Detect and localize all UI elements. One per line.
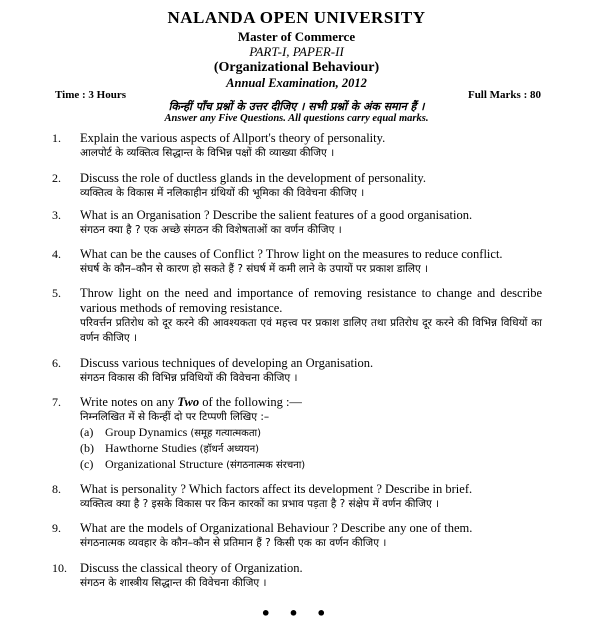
sub-question-text-hindi: (संगठनात्मक संरचना) (226, 460, 306, 471)
question-4 (52, 247, 542, 277)
sub-question-a (80, 425, 542, 441)
full-marks-label: Full Marks : 80 (467, 89, 541, 101)
sub-question-text-english: Group Dynamics (105, 425, 188, 439)
question-number: 5. (52, 286, 61, 300)
sub-question-label: (b) (80, 441, 94, 455)
question-10 (52, 561, 542, 591)
question-text-hindi: संघर्ष के कौन–कौन से कारण हो सकते हैं ? संघर्ष में कमी लाने के उपायों पर प्रकाश डालिए । (80, 263, 429, 275)
emphasis-word: Two (177, 395, 200, 409)
question-number: 4. (52, 247, 61, 261)
exam-title: Annual Examination, 2012 (226, 76, 367, 90)
end-marker: • • • (260, 604, 333, 623)
question-text-english: What can be the causes of Conflict ? Throw light on the measures to reduce conflict. (80, 247, 503, 261)
question-text-hindi: व्यक्तित्व क्या है ? इसके विकास पर किन कारकों का प्रभाव पड़ता है ? संक्षेप में वर्णन कीजिए । (80, 498, 440, 510)
question-text-hindi: निम्नलिखित में से किन्हीं दो पर टिप्पणी लिखिए :– (80, 411, 270, 423)
question-text-hindi: संगठन विकास की विभिन्न प्रविधियों की विवेचना कीजिए । (80, 372, 298, 384)
question-1 (52, 131, 542, 161)
question-6 (52, 356, 542, 386)
question-text-english: Discuss various techniques of developing an Organisation. (80, 356, 374, 370)
question-number: 6. (52, 356, 61, 370)
question-text-hindi: संगठन क्या है ? एक अच्छे संगठन की विशेषताओं का वर्णन कीजिए । (80, 224, 342, 236)
sub-question-text-hindi: (समूह गत्यात्मकता) (190, 428, 262, 439)
question-3 (52, 208, 542, 238)
course-name: Master of Commerce (237, 29, 356, 44)
sub-question-list (80, 425, 542, 473)
question-number: 2. (52, 171, 61, 185)
instruction-english: Answer any Five Questions. All questions carry equal marks. (164, 113, 429, 124)
question-number: 9. (52, 521, 61, 535)
question-number: 1. (52, 131, 61, 145)
question-text-part: of the following :— (199, 395, 302, 409)
sub-question-text-english: Hawthorne Studies (105, 441, 197, 455)
question-5 (52, 286, 542, 346)
subject-title: (Organizational Behaviour) (213, 60, 380, 75)
time-label: Time : 3 Hours (55, 89, 126, 101)
sub-question-label: (a) (80, 425, 94, 439)
question-2 (52, 171, 542, 201)
question-text-english: Throw light on the need and importance of removing resistance to change and describe various methods of removing resistance. (80, 286, 542, 315)
question-text-hindi: परिवर्त्तन प्रतिरोध को दूर करने की आवश्यकता एवं महत्त्व पर प्रकाश डालिए तथा प्रतिरोध दूर करने की विभिन्न विधियों का वर्णन कीजिए । (80, 317, 542, 344)
question-text-english (80, 395, 542, 410)
question-text-part: Write notes on any (80, 395, 178, 409)
question-number: 7. (52, 395, 61, 409)
question-text-english: What is an Organisation ? Describe the salient features of a good organisation. (80, 208, 473, 222)
question-text-hindi: संगठन के शास्त्रीय सिद्धान्त की विवेचना कीजिए । (80, 577, 267, 589)
question-text-english: What are the models of Organizational Behaviour ? Describe any one of them. (80, 521, 473, 535)
part-paper: PART-I, PAPER-II (249, 44, 344, 59)
question-text-hindi: आलपोर्ट के व्यक्तित्व सिद्धान्त के विभिन्न पक्षों की व्याख्या कीजिए । (80, 147, 335, 159)
question-text-english: Discuss the role of ductless glands in the development of personality. (80, 171, 426, 185)
sub-question-b (80, 441, 542, 457)
question-text-english: What is personality ? Which factors affect its development ? Describe in brief. (80, 482, 473, 496)
university-title: NALANDA OPEN UNIVERSITY (167, 8, 426, 27)
sub-question-text-english: Organizational Structure (105, 457, 224, 471)
question-number: 10. (52, 561, 67, 575)
question-8 (52, 482, 542, 512)
question-number: 8. (52, 482, 61, 496)
sub-question-c (80, 457, 542, 473)
instruction-hindi: किन्हीं पाँच प्रश्नों के उत्तर दीजिए । सभी प्रश्नों के अंक समान हैं । (168, 100, 425, 113)
question-text-hindi: संगठनात्मक व्यवहार के कौन–कौन से प्रतिमान हैं ? किसी एक का वर्णन कीजिए । (80, 537, 387, 549)
sub-question-text-hindi: (हॉथर्न अध्ययन) (199, 444, 260, 455)
sub-question-label: (c) (80, 457, 94, 471)
question-text-english: Discuss the classical theory of Organization. (80, 561, 303, 575)
question-number: 3. (52, 208, 61, 222)
question-9 (52, 521, 542, 551)
question-7 (52, 395, 542, 473)
question-text-english: Explain the various aspects of Allport's theory of personality. (80, 131, 386, 145)
question-text-hindi: व्यक्तित्व के विकास में नलिकाहीन ग्रंथियों की भूमिका की विवेचना कीजिए । (80, 187, 365, 199)
